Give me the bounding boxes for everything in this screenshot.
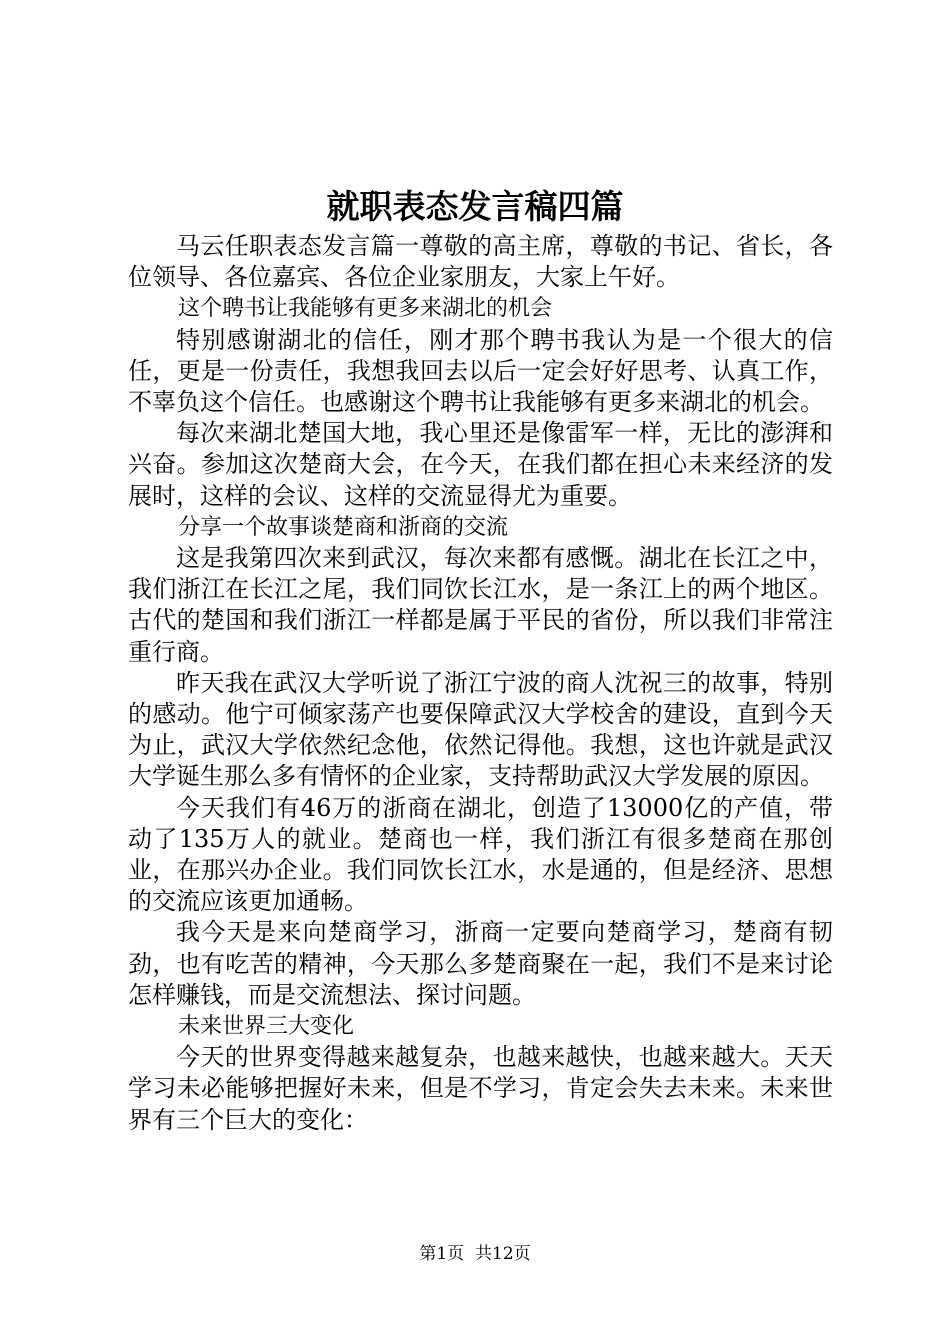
footer-separator bbox=[464, 1244, 475, 1264]
paragraph-8: 今天的世界变得越来越复杂，也越来越快，也越来越大。天天学习未必能够把握好未来，但是不学习，肯定会失去未来。未来世界有三个巨大的变化： bbox=[128, 1043, 833, 1134]
paragraph-7: 我今天是来向楚商学习，浙商一定要向楚商学习，楚商有韧劲，也有吃苦的精神，今天那么多楚商聚在一起，我们不是来讨论怎样赚钱，而是交流想法、探讨问题。 bbox=[128, 918, 833, 1009]
section-heading-1: 这个聘书让我能够有更多来湖北的机会 bbox=[178, 296, 553, 322]
paragraph-5: 昨天我在武汉大学听说了浙江宁波的商人沈祝三的故事，特别的感动。他宁可倾家荡产也要保障武汉大学校舍的建设，直到今天为止，武汉大学依然纪念他，依然记得他。我想，这也许就是武汉大学诞生那么多有情怀的企业家，支持帮助武汉大学发展的原因。 bbox=[128, 668, 833, 791]
paragraph-1: 马云任职表态发言篇一尊敬的高主席，尊敬的书记、省长，各位领导、各位嘉宾、各位企业家朋友，大家上午好。 bbox=[128, 232, 833, 292]
section-heading-2: 分享一个故事谈楚商和浙商的交流 bbox=[178, 514, 509, 540]
document-title: 就职表态发言稿四篇 bbox=[326, 187, 624, 226]
section-heading-3: 未来世界三大变化 bbox=[178, 1014, 355, 1040]
paragraph-4: 这是我第四次来到武汉，每次来都有感慨。湖北在长江之中，我们浙江在长江之尾，我们同饮长江水，是一条江上的两个地区。古代的楚国和我们浙江一样都是属于平民的省份，所以我们非常注重行商。 bbox=[128, 544, 833, 666]
document-body bbox=[128, 231, 833, 1136]
paragraph-2: 特别感谢湖北的信任，刚才那个聘书我认为是一个很大的信任，更是一份责任，我想我回去以后一定会好好思考、认真工作，不辜负这个信任。也感谢这个聘书让我能够有更多来湖北的机会。 bbox=[128, 325, 833, 417]
page-footer bbox=[0, 1242, 950, 1266]
page-total: 共12页 bbox=[475, 1244, 531, 1264]
paragraph-6: 今天我们有46万的浙商在湖北，创造了13000亿的产值，带动了135万人的就业。楚商也一样，我们浙江有很多楚商在那创业，在那兴办企业。我们同饮长江水，水是通的，但是经济、思想的交流应该更加通畅。 bbox=[128, 793, 833, 916]
paragraph-3: 每次来湖北楚国大地，我心里还是像雷军一样，无比的澎湃和兴奋。参加这次楚商大会，在今天，在我们都在担心未来经济的发展时，这样的会议、这样的交流显得尤为重要。 bbox=[128, 419, 833, 510]
page-number: 第1页 bbox=[419, 1244, 465, 1264]
